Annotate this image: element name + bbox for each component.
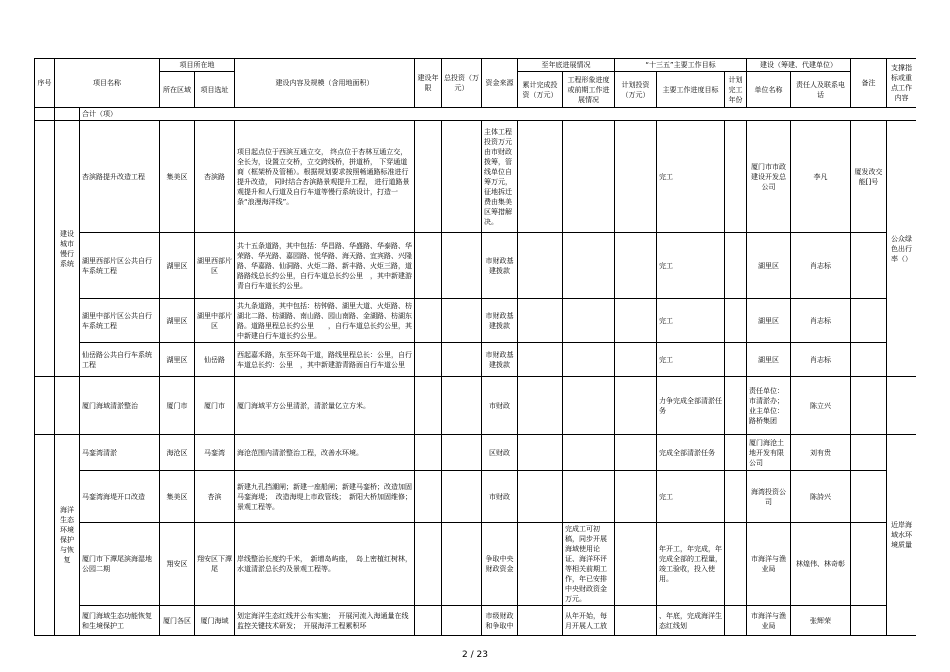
row-main: 完工 — [657, 471, 725, 523]
row-region: 厦门各区 — [160, 606, 195, 636]
row-plan-year — [725, 233, 747, 299]
row-main: 完工 — [657, 299, 725, 343]
row-done — [518, 471, 563, 523]
row-note — [851, 299, 887, 343]
row-content: 项目起点位于西滨互通立交， 终点位于杏林互通立交，全长为，设置立交桥，立交跨线桥，拼道桥， 下穿通道商（框架桥及管桶）。根据规划要求按照畅通路标准进行提升改造， 同时结合杏滨路景观提升工程， 进行道路景观提升和人行道及自行车道等慢行系统设计，打造一条“浪漫海洋线”。 — [235, 121, 415, 233]
header-main-target: 主要工作进度目标 — [657, 72, 725, 108]
total-seq — [35, 108, 55, 121]
row-invest — [442, 523, 482, 606]
row-plan-year — [725, 343, 747, 377]
row-contact: 刘有贵 — [791, 435, 851, 471]
row-done — [518, 435, 563, 471]
row-name: 厦门海域清淤整治 — [80, 377, 160, 435]
row-contact: 张辉荣 — [791, 606, 851, 636]
header-note: 备注 — [851, 59, 887, 108]
row-years — [415, 377, 442, 435]
row-contact: 陈詩兴 — [791, 471, 851, 523]
header-name: 项目名称 — [55, 59, 160, 108]
row-prelim — [563, 299, 615, 343]
row-site: 杏滨路 — [195, 121, 235, 233]
row-fund: 市财政 — [482, 377, 518, 435]
header-plan: “十三五”主要工作目标 — [615, 59, 747, 72]
row-note — [851, 523, 887, 606]
row-name: 仙岳路公共自行车系统工程 — [80, 343, 160, 377]
row-fund: 市级财政和争取中 — [482, 606, 518, 636]
row-seq — [35, 435, 55, 636]
header-seq: 序号 — [35, 59, 55, 108]
row-indicator-blank — [887, 377, 916, 435]
row-invest — [442, 121, 482, 233]
total-group — [55, 108, 80, 121]
group-label-2: 海洋生态环境保护与恢复 — [55, 435, 80, 636]
row-years — [415, 435, 442, 471]
row-years — [415, 523, 442, 606]
header-years: 建设年限 — [415, 59, 442, 108]
row-main: 完工 — [657, 121, 725, 233]
row-done — [518, 606, 563, 636]
row-plan-invest — [615, 471, 657, 523]
row-done — [518, 121, 563, 233]
row-prelim: 完成工可初稿，同步开展海域使用论证、海洋环评等相关前期工作，年已安排中央财政资金万元。 — [563, 523, 615, 606]
row-unit: 湖里区 — [747, 299, 791, 343]
row-fund: 市财政基建拨款 — [482, 233, 518, 299]
row-prelim — [563, 435, 615, 471]
row-prelim — [563, 471, 615, 523]
row-note — [851, 606, 887, 636]
header-plan-invest: 计划投资（万元） — [615, 72, 657, 108]
row-site: 杏滨 — [195, 471, 235, 523]
row-content: 厦门海域平方公里清淤，清淤量亿立方米。 — [235, 377, 415, 435]
row-plan-year — [725, 435, 747, 471]
row-plan-invest — [615, 343, 657, 377]
header-prelim: 工程形象进度或前期工作进展情况 — [563, 72, 615, 108]
row-name: 马銮湾清淤 — [80, 435, 160, 471]
row-years — [415, 343, 442, 377]
row-done — [518, 233, 563, 299]
header-contact: 责任人及联系电话 — [791, 72, 851, 108]
header-region: 所在区域 — [160, 72, 195, 108]
table-row — [35, 233, 917, 299]
table-row — [35, 435, 917, 471]
header-fund: 资金来源 — [482, 59, 518, 108]
header-location: 项目所在地 — [160, 59, 235, 72]
header-progress: 至年底进展情况 — [518, 59, 615, 72]
row-plan-invest — [615, 233, 657, 299]
header-done-invest: 累计完成投资（万元） — [518, 72, 563, 108]
row-invest — [442, 606, 482, 636]
row-years — [415, 606, 442, 636]
row-note — [851, 343, 887, 377]
row-name: 厦门海域生态功能恢复和生境保护工 — [80, 606, 160, 636]
table-row — [35, 121, 917, 233]
row-note — [851, 377, 887, 435]
indicator-2: 近岸海域水环境质量 — [887, 435, 916, 636]
row-group-blank — [55, 377, 80, 435]
row-region: 湖里区 — [160, 233, 195, 299]
row-done — [518, 523, 563, 606]
header-unit-name: 单位名称 — [747, 72, 791, 108]
row-fund: 争取中央财政资金 — [482, 523, 518, 606]
row-prelim — [563, 233, 615, 299]
row-note — [851, 435, 887, 471]
row-seq — [35, 377, 55, 435]
row-name: 厦门市下潭尾滨海湿地公园二期 — [80, 523, 160, 606]
row-invest — [442, 343, 482, 377]
row-site: 马銮湾 — [195, 435, 235, 471]
group-label-1: 建设城市慢行系统 — [55, 121, 80, 377]
row-site: 翔安区下潭尾 — [195, 523, 235, 606]
row-years — [415, 299, 442, 343]
row-content: 新建九孔挡潮闸；新建一座船闸；新建马銮桥；改造加固马銮海堤； 改造海堤上市政管线； 新阳大桥加固维修；景观工程等。 — [235, 471, 415, 523]
row-content: 共九条道路，其中包括：枋钟路、湖里大道、火炬路、枋湖北二路、枋湖路、南山路、园山南路、金湖路、枋湖东路。道路里程总长约公里 ，自行车道总长约公里，其中新建自行车道长约公里。 — [235, 299, 415, 343]
row-contact: 肖志标 — [791, 343, 851, 377]
row-contact: 陈立兴 — [791, 377, 851, 435]
row-plan-invest — [615, 377, 657, 435]
row-invest — [442, 233, 482, 299]
row-note: 厦发改交能[]号 — [851, 121, 887, 233]
row-name: 马銮湾海堤开口改造 — [80, 471, 160, 523]
row-invest — [442, 435, 482, 471]
row-plan-invest — [615, 299, 657, 343]
table-row — [35, 471, 917, 523]
row-contact: 肖志标 — [791, 299, 851, 343]
row-main: 完工 — [657, 343, 725, 377]
row-prelim — [563, 377, 615, 435]
row-contact: 肖志标 — [791, 233, 851, 299]
row-name: 湖里西部片区公共自行车系统工程 — [80, 233, 160, 299]
row-plan-year — [725, 523, 747, 606]
row-unit: 厦门海沧土地开发有限公司 — [747, 435, 791, 471]
row-seq — [35, 121, 55, 377]
row-main: 力争完成全部清淤任务 — [657, 377, 725, 435]
row-main: 完成全部清淤任务 — [657, 435, 725, 471]
table-row — [35, 523, 917, 606]
row-name: 杏滨路提升改造工程 — [80, 121, 160, 233]
row-years — [415, 471, 442, 523]
row-note — [851, 471, 887, 523]
row-prelim — [563, 343, 615, 377]
row-unit: 海湾投资公司 — [747, 471, 791, 523]
row-region: 厦门市 — [160, 377, 195, 435]
row-done — [518, 299, 563, 343]
total-row — [35, 108, 917, 121]
row-invest — [442, 299, 482, 343]
row-plan-invest — [615, 523, 657, 606]
row-region: 翔安区 — [160, 523, 195, 606]
row-years — [415, 121, 442, 233]
row-main: 完工 — [657, 233, 725, 299]
row-prelim: 从年开始，每月开展人工放 — [563, 606, 615, 636]
row-unit: 责任单位：市清淤办；业主单位：路桥集团 — [747, 377, 791, 435]
header-content: 建设内容及规模（含用地面积） — [235, 59, 415, 108]
row-main: 年开工，年完成，年完成全部的工程量，竣工验收，投入使用。 — [657, 523, 725, 606]
row-unit: 厦门市市政建设开发总公司 — [747, 121, 791, 233]
header-unit: 建设（筹建、代建单位） — [747, 59, 851, 72]
row-fund: 市财政基建拨款 — [482, 299, 518, 343]
total-label: 合计（项） — [80, 108, 917, 121]
row-note — [851, 233, 887, 299]
table-row — [35, 299, 917, 343]
row-content: 划定海洋生态红线并公布实施； 开展河流入海通量在线监控关键技术研发； 开展海洋工程累积环 — [235, 606, 415, 636]
table-row — [35, 377, 917, 435]
row-unit: 湖里区 — [747, 343, 791, 377]
row-contact: 林煌伟、林奇彰 — [791, 523, 851, 606]
row-plan-year — [725, 299, 747, 343]
row-main: 、年底，完成海洋生态红线划 — [657, 606, 725, 636]
header-invest: 总投资（万元） — [442, 59, 482, 108]
row-site: 仙岳路 — [195, 343, 235, 377]
row-plan-year — [725, 606, 747, 636]
row-content: 海沧范围内清淤整治工程，改善水环境。 — [235, 435, 415, 471]
row-unit: 市海洋与渔业局 — [747, 606, 791, 636]
row-prelim — [563, 121, 615, 233]
row-region: 海沧区 — [160, 435, 195, 471]
row-region: 湖里区 — [160, 299, 195, 343]
table-row — [35, 606, 917, 636]
row-plan-invest — [615, 121, 657, 233]
row-site: 厦门市 — [195, 377, 235, 435]
row-region: 湖里区 — [160, 343, 195, 377]
row-plan-invest — [615, 435, 657, 471]
row-unit: 湖里区 — [747, 233, 791, 299]
row-region: 集美区 — [160, 471, 195, 523]
row-fund: 区财政 — [482, 435, 518, 471]
page-number: 2 / 23 — [462, 650, 488, 660]
row-content: 岸线整治长度约千米， 新增岛屿座， 岛上密植红树林，水道清淤总长约及景观工程等。 — [235, 523, 415, 606]
row-fund: 市财政 — [482, 471, 518, 523]
row-invest — [442, 471, 482, 523]
row-plan-year — [725, 121, 747, 233]
row-name: 湖里中部片区公共自行车系统工程 — [80, 299, 160, 343]
row-done — [518, 343, 563, 377]
project-table — [34, 58, 916, 636]
row-unit: 市海洋与渔业局 — [747, 523, 791, 606]
table-row — [35, 343, 917, 377]
header-indicator: 支撑指标或重点工作内容 — [887, 59, 916, 108]
row-content: 西起嘉禾路，东至环岛干道，路线里程总长：公里，自行车道总长约：公里 ，其中新建游青路面自行车道公里 — [235, 343, 415, 377]
row-site: 湖里西部片区 — [195, 233, 235, 299]
header-row-1 — [35, 59, 917, 72]
row-plan-year — [725, 471, 747, 523]
row-plan-invest — [615, 606, 657, 636]
row-done — [518, 377, 563, 435]
row-plan-year — [725, 377, 747, 435]
header-plan-year: 计划完工年份 — [725, 72, 747, 108]
row-invest — [442, 377, 482, 435]
row-region: 集美区 — [160, 121, 195, 233]
row-site: 湖里中部片区 — [195, 299, 235, 343]
project-table-sheet — [34, 58, 916, 643]
indicator-1: 公众绿色出行率（） — [887, 121, 916, 377]
row-fund: 主体工程投资万元由市财政拨筹，管线单位自筹万元，征地拆迁费由集美区筹措解决。 — [482, 121, 518, 233]
row-years — [415, 233, 442, 299]
row-contact: 李凡 — [791, 121, 851, 233]
row-site: 厦门海域 — [195, 606, 235, 636]
row-content: 共十五条道路，其中包括：华昌路、华盛路、华泰路、华荣路、华光路、嘉园路、悦华路、海天路、宜宾路、兴隆路、华嘉路、仙洞路、火炬二路、新丰路、火炬三路，道路路线总长约公里，自行车道总长约公里 ，其中新建游青自行车道长约公里。 — [235, 233, 415, 299]
row-fund: 市财政基建拨款 — [482, 343, 518, 377]
header-site: 项目选址 — [195, 72, 235, 108]
